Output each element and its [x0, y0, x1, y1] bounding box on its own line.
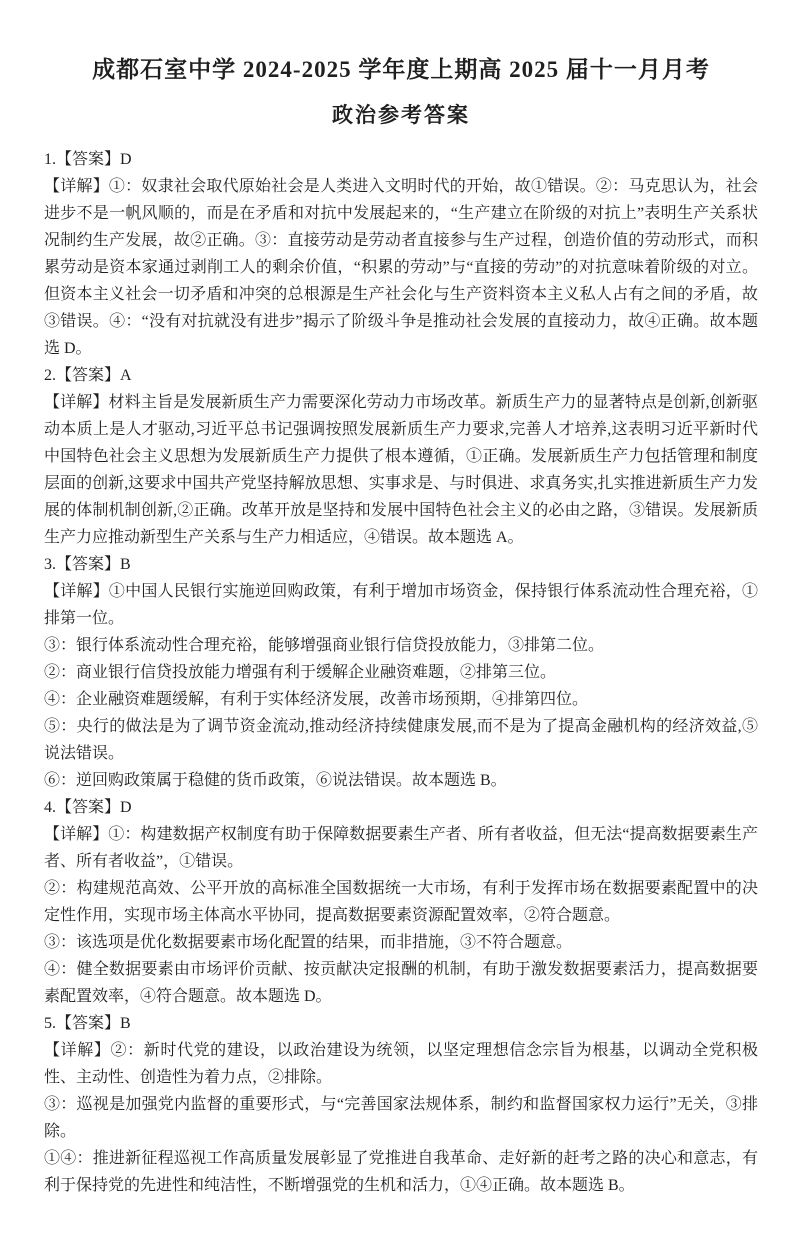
detail-paragraph: 【详解】①：构建数据产权制度有助于保障数据要素生产者、所有者收益，但无法“提高数据要素生产者、所有者收益”，①错误。 [44, 826, 758, 870]
answers-section [44, 146, 758, 1199]
answer-label: 4.【答案】D [44, 799, 132, 816]
detail-paragraph: ⑥：逆回购政策属于稳健的货币政策，⑥说法错误。故本题选 B。 [44, 772, 507, 789]
detail-paragraph: ⑤：央行的做法是为了调节资金流动,推动经济持续健康发展,而不是为了提高金融机构的经济效益,⑤说法错误。 [44, 718, 758, 762]
answer-label: 2.【答案】A [44, 367, 132, 384]
answer-label: 1.【答案】D [44, 151, 132, 168]
answer-block [44, 551, 758, 794]
detail-paragraph: ③：银行体系流动性合理充裕，能够增强商业银行信贷投放能力，③排第二位。 [44, 637, 605, 654]
detail-paragraph: 【详解】①：奴隶社会取代原始社会是人类进入文明时代的开始，故①错误。②：马克思认为，社会进步不是一帆风顺的，而是在矛盾和对抗中发展起来的，“生产建立在阶级的对抗上”表明生产关系状况制约生产发展，故②正确。③：直接劳动是劳动者直接参与生产过程，创造价值的劳动形式，而积累劳动是资本家通过剥削工人的剩余价值，“积累的劳动”与“直接的劳动”的对抗意味着阶级的对立。但资本主义社会一切矛盾和冲突的总根源是生产社会化与生产资料资本主义私人占有之间的矛盾，故③错误。④：“没有对抗就没有进步”揭示了阶级斗争是推动社会发展的直接动力，故④正确。故本题选 D。 [44, 178, 758, 357]
answer-block [44, 794, 758, 1010]
detail-paragraph: ③：该选项是优化数据要素市场化配置的结果，而非措施，③不符合题意。 [44, 934, 573, 951]
document-subtitle: 政治参考答案 [332, 103, 470, 127]
answer-block [44, 146, 758, 362]
detail-paragraph: ④：企业融资难题缓解，有利于实体经济发展，改善市场预期，④排第四位。 [44, 691, 589, 708]
detail-paragraph: ③：巡视是加强党内监督的重要形式，与“完善国家法规体系，制约和监督国家权力运行”无关，③排除。 [44, 1096, 758, 1140]
answer-label: 3.【答案】B [44, 556, 131, 573]
detail-paragraph: ②：商业银行信贷投放能力增强有利于缓解企业融资难题，②排第三位。 [44, 664, 557, 681]
detail-paragraph: ②：构建规范高效、公平开放的高标准全国数据统一大市场，有利于发挥市场在数据要素配置中的决定性作用，实现市场主体高水平协同，提高数据要素资源配置效率，②符合题意。 [44, 880, 758, 924]
detail-paragraph: 【详解】②：新时代党的建设，以政治建设为统领，以坚定理想信念宗旨为根基，以调动全党积极性、主动性、创造性为着力点，②排除。 [44, 1042, 758, 1086]
detail-paragraph: ④：健全数据要素由市场评价贡献、按贡献决定报酬的机制，有助于激发数据要素活力，提高数据要素配置效率，④符合题意。故本题选 D。 [44, 961, 758, 1005]
document-title: 成都石室中学 2024-2025 学年度上期高 2025 届十一月月考 [92, 57, 710, 82]
detail-paragraph: 【详解】材料主旨是发展新质生产力需要深化劳动力市场改革。新质生产力的显著特点是创新,创新驱动本质上是人才驱动,习近平总书记强调按照发展新质生产力要求,完善人才培养,这表明习近平新时代中国特色社会主义思想为发展新质生产力提供了根本遵循，①正确。发展新质生产力包括管理和制度层面的创新,这要求中国共产党坚持解放思想、实事求是、与时俱进、求真务实,扎实推进新质生产力发展的体制机制创新,②正确。改革开放是坚持和发展中国特色社会主义的必由之路，③错误。发展新质生产力应推动新型生产关系与生产力相适应，④错误。故本题选 A。 [44, 394, 758, 546]
answer-label: 5.【答案】B [44, 1015, 131, 1032]
detail-paragraph: 【详解】①中国人民银行实施逆回购政策，有利于增加市场资金，保持银行体系流动性合理充裕，①排第一位。 [44, 583, 758, 627]
answer-block [44, 1010, 758, 1199]
answer-block [44, 362, 758, 551]
detail-paragraph: ①④：推进新征程巡视工作高质量发展彰显了党推进自我革命、走好新的赶考之路的决心和意志，有利于保持党的先进性和纯洁性，不断增强党的生机和活力，①④正确。故本题选 B。 [44, 1150, 758, 1194]
